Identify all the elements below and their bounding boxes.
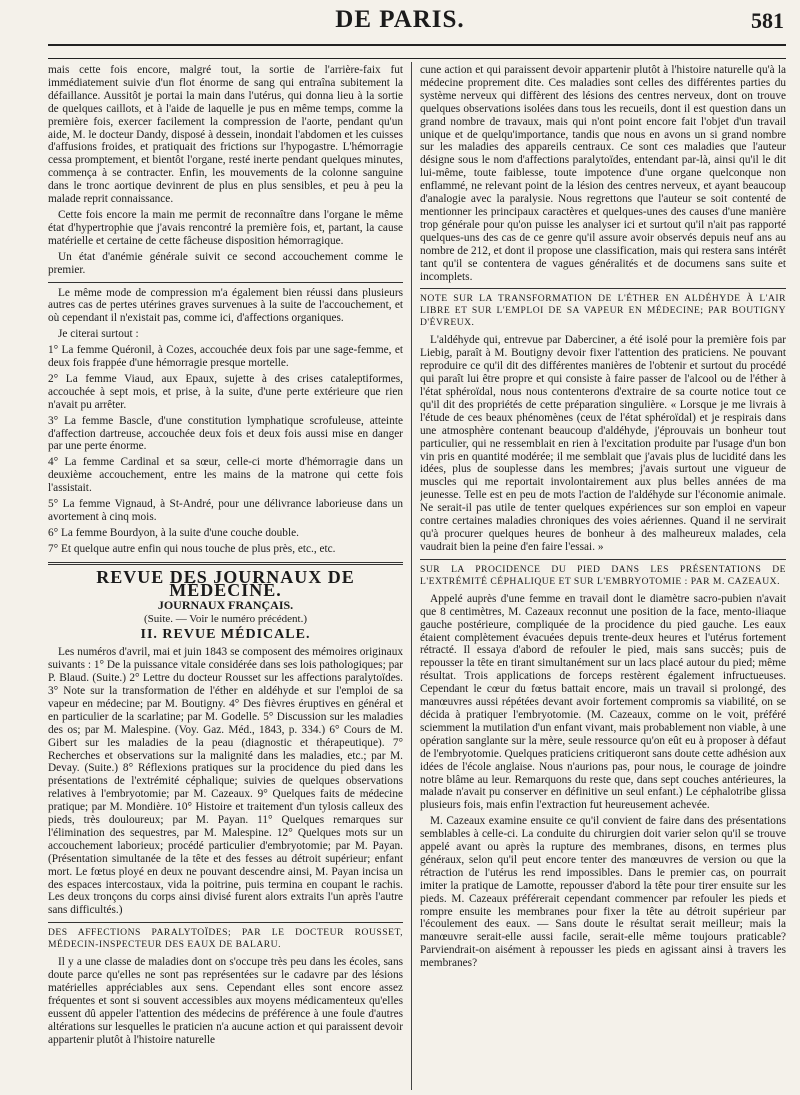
divider: [48, 922, 403, 923]
continuation-note: (Suite. — Voir le numéro précédent.): [143, 613, 308, 626]
case-list: [48, 344, 403, 556]
section-subtitle: JOURNAUX FRANÇAIS.: [157, 597, 294, 612]
page-header: [0, 0, 800, 40]
list-item: 5° La femme Vignaud, à St-André, pour une délivrance laborieuse dans un avortement à cinq mois.: [48, 498, 403, 523]
paragraph: Il y a une classe de maladies dont on s'occupe très peu dans les écoles, sans doute parce qu'elles ne sont pas représentées sur le cadavre par des lésions matérielles appréciables aux sens. Cependant elles sont encore assez fréquentes et sont si souvent accessibles aux moyens médicamenteux qu'elles eussent dû appeler l'attention des médecins de préférence à une foule d'autres altérations sur lesquelles le praticien n'a aucune action et qui paraissent devoir appartenir plutôt à l'histoire naturelle: [48, 956, 403, 1046]
section-divider: [48, 562, 403, 565]
header-rule: [48, 44, 786, 46]
paragraph: cune action et qui paraissent devoir appartenir plutôt à l'histoire naturelle qu'à la médecine proprement dite. Ces maladies sont celles des différentes parties du système nerveux qui diffèrent des lésions des centres nerveux, dont on trouve quelques observations isolées dans tous les recueils, dont il est question dans un grand nombre de travaux, mais qui n'ont point encore fait l'objet d'un travail unique et de quelqu'importance, tandis que nous en avons un si grand nombre sur les maladies des appareils centraux. Ce sont ces maladies que l'auteur désigne sous le nom d'affections paralytoïdes, entendant par-là, ainsi qu'il le dit lui-même, toute faiblesse, toute impotence d'une organe quelconque non enflammé, ne relevant point de la lésion des centres nerveux, et ayant beaucoup d'analogie avec la paralysie. Nous regrettons que l'auteur se soit contenté de mentionner les principaux caractères et quelques-unes des causes d'une manière trop générale pour qu'on puisse les analyser ici et surtout qu'il n'ait pas rapporté quelques-uns des cas de ce genre qu'il assure avoir observés depuis neuf ans au nombre de 212, et dont il propose une classification, mais qui restera sans intérêt tant qu'il se contentera de vagues généralités et de documens sans suite et incomplets.: [420, 64, 786, 283]
section-title: REVUE DES JOURNAUX DE MÉDECINE.: [96, 566, 355, 600]
paragraph: mais cette fois encore, malgré tout, la sortie de l'arrière-faix fut immédiatement suivie d'un flot énorme de sang qui entraîna subitement la défaillance. Aussitôt je portai la main dans l'utérus, qui donna lieu à la sortie de quelques caillots, et à l'aide de laquelle je pus en même temps, comme la première fois, exercer facilement la compression de l'aorte, pendant qu'un aide, M. le docteur Dandy, disposé à dessein, inondait l'abdomen et les cuisses d'affusions froides, et pratiquait des frictions sur l'hypogastre. L'hémorragie cessa promptement, et bientôt l'organe, resté inerte pendant quelques minutes, commença à se contracter. Enfin, les mouvements de la colonne sanguine dans le tronc aortique devinrent de plus en plus sensibles, et peu à peu la malade reprit connaissance.: [48, 64, 403, 206]
divider: [420, 288, 786, 289]
left-column: [48, 64, 403, 1089]
list-item: 7° Et quelque autre enfin qui nous touche de plus près, etc., etc.: [48, 542, 336, 555]
column-divider: [411, 62, 412, 1090]
paragraph: Le même mode de compression m'a également bien réussi dans plusieurs autres cas de pertes utérines graves survenues à la suite de l'accouchement, et où cependant il n'existait pas, comme ici, d'affections organiques.: [48, 286, 403, 325]
paragraph: M. Cazeaux examine ensuite ce qu'il convient de faire dans des présentations semblables à celle-ci. La conduite du chirurgien doit varier selon qu'il se trouve appelé avant ou après la rupture des membranes, disons, en termes plus généraux, selon qu'il peut encore tenter des manœuvres de version ou que la rétraction de l'utérus les rend impossibles. Dans le premier cas, on pourrait imiter la pratique de Lamotte, repousser d'abord la tête pour tirer ensuite sur les pieds. M. Cazeaux préférerait cependant commencer par refouler les pieds et rompre ensuite les membranes pour fixer la tête au détroit supérieur par l'écoulement des eaux. — Sans doute le résultat serait meilleur; mais la manœuvre serait-elle aussi facile, serait-elle même toujours praticable? Parviendrait-on aisément à repousser les pieds en agissant ainsi à travers les membranes?: [420, 815, 786, 970]
paragraph: L'aldéhyde qui, entrevue par Daberciner, a été isolé pour la première fois par Liebig, paraît à M. Boutigny devoir fixer l'attention des praticiens. Ne pouvant reproduire ce qu'il dit des différentes manières de l'obtenir et surtout du procédé qui paraît lui être propre et qui consiste à faire passer de l'alcool ou de l'éther à l'état sphéroïdal, nous nous contenterons d'extraire de sa courte notice tout ce qu'il dit des propriétés de cette préparation singulière. « Lorsque je me livrais à l'étude de ces beaux phénomènes (ceux de l'état sphéroïdal) et je respirais dans une atmosphère contenant beaucoup d'aldéhyde, j'éprouvais un bonheur tout particulier, qui ne ressemblait en rien à l'excitation produite par l'usage d'un bon vin pris en quantité modérée; il me semblait que j'avais plus de lucidité dans les idées, plus de souplesse dans les membres; j'avais surtout une vigueur de muscles qui me reportait involontairement aux plus belles années de ma jeunesse. Telle est en peu de mots l'action de l'aldéhyde sur l'économie animale. Ne serait-il pas utile de tenter quelques expériences sur son emploi en vapeur contre certaines maladies chroniques des voies aériennes. Quand il ne servirait qu'à procurer quelques heures de bonheur à des malheureux malades, cela vaudrait bien la peine d'en faire l'essai. »: [420, 334, 786, 553]
list-item: 3° La femme Bascle, d'une constitution lymphatique scrofuleuse, atteinte d'affection dartreuse, accouchée deux fois et deux fois aussi mise en danger par une perte énorme.: [48, 414, 403, 453]
paragraph: Un état d'anémie générale suivit ce second accouchement comme le premier.: [48, 250, 403, 276]
header-rule-thin: [48, 58, 786, 59]
paragraph: Appelé auprès d'une femme en travail dont le diamètre sacro-pubien n'avait que 8 centimètres, M. Cazeaux reconnut une position de la face, mento-iliaque gauche postérieure, compliquée de la procidence du pied gauche. Les eaux étaient complètement évacuées depuis trente-deux heures et l'utérus fortement rétracté. Il essaya d'abord de refouler le pied, mais sans succès; puis de repousser la tête en tirant simultanément sur un lacs placé autour du pied; même résultat. Trois applications de forceps restèrent également infructueuses. Cependant le cœur du fœtus battait encore, mais un travail si prolongé, des manœuvres aussi répétées devant avoir fortement compromis sa viabilité, on se décida à pratiquer l'embryotomie. (M. Cazeaux, comme on le voit, préféré sciemment la mutilation d'un enfant vivant, mais probablement non viable, à une opération sanglante sur la mère, seule ressource qu'on eût eu à proposer à défaut de l'embryotomie. Quelques praticiens critiqueront sans doute cette adhésion aux idées de l'école anglaise. Nous n'aurions pas, pour nous, le courage de joindre notre blâme au leur. Remarquons du reste que, dans sept couches antérieures, la malade n'avait pu conserver en définitive un seul enfant.) Le céphalotribe glissa plusieurs fois, mais enfin l'extraction fut heureusement achevée.: [420, 592, 786, 812]
paragraph: Cette fois encore la main me permit de reconnaître dans l'organe le même état d'hypertrophie que j'avais rencontré la première fois, et, partant, la cause matérielle et certaine de cette fâcheuse disposition hémorragique.: [48, 208, 403, 247]
divider: [420, 559, 786, 560]
list-item: 1° La femme Quéronil, à Cozes, accouchée deux fois par une sage-femme, et deux fois frappée d'une hémorragie presque mortelle.: [48, 344, 403, 370]
subsection-title: II. REVUE MÉDICALE.: [140, 627, 311, 643]
divider: [48, 282, 403, 283]
article-heading: DES AFFECTIONS PARALYTOÏDES; PAR LE DOCTEUR ROUSSET, MÉDECIN-INSPECTEUR DES EAUX DE BALARU.: [48, 927, 403, 951]
paragraph: Je citerai surtout :: [58, 328, 139, 341]
list-item: 2° La femme Viaud, aux Epaux, sujette à des crises cataleptiformes, accouchée à sept mois, et prise, à la suite, d'une perte extérieure que rien n'avait pu arrêter.: [48, 372, 403, 411]
running-title: DE PARIS.: [335, 6, 465, 33]
list-item: 6° La femme Bourdyon, à la suite d'une couche double.: [48, 526, 299, 539]
article-heading: NOTE SUR LA TRANSFORMATION DE L'ÉTHER EN ALDÉHYDE À L'AIR LIBRE ET SUR L'EMPLOI DE SA VAPEUR EN MÉDECINE; PAR BOUTIGNY D'ÉVREUX.: [420, 293, 786, 329]
article-heading: SUR LA PROCIDENCE DU PIED DANS LES PRÉSENTATIONS DE L'EXTRÉMITÉ CÉPHALIQUE ET SUR L'EMBRYOTOMIE : PAR M. CAZEAUX.: [420, 563, 786, 587]
paragraph: Les numéros d'avril, mai et juin 1843 se composent des mémoires originaux suivants : 1° De la puissance vitale considérée dans ses lois pathologiques; par P. Blaud. (Suite.) 2° Lettre du docteur Rousset sur les affections paralytoïdes. 3° Note sur la transformation de l'éther en aldéhyde et sur l'emploi de sa vapeur en médecine; par M. Boutigny. 4° Des fièvres éruptives en général et en particulier de la scarlatine; par M. Godelle. 5° Discussion sur les maladies des os; par M. Malespine. (Voy. Gaz. Méd., 1843, p. 334.) 6° Cours de M. Gibert sur les maladies de la peau (diagnostic et thérapeutique). 7° Recherches et observations sur la malignité dans les maladies, etc.; par M. Devay. (Suite.) 8° Réflexions pratiques sur la procidence du pied dans les présentations de l'extrémité céphalique; suivies de quelques observations relatives à l'embryotomie; par M. Cazeaux. 9° Quelques faits de médecine pratique; par M. Mondière. 10° Histoire et traitement d'un tylosis calleux des pieds, très douloureux; par M. Payan. 11° Quelques remarques sur l'élimination des sequestres, par M. Malespine. 12° Quelques mots sur un accouchement laborieux; procédé particulier d'embryotomie; par M. Payan. (Présentation simultanée de la tête et des fesses au détroit supérieur; enfant mort. Le fœtus ployé en deux ne pouvant descendre ainsi, M. Payan incisa un des espaces intercostaux, vida la poitrine, puis termina en coupant le rachis. Les deux tronçons du corps ainsi divisé furent alors extraits l'un après l'autre sans difficultés.): [48, 646, 403, 917]
right-column: [420, 64, 786, 1089]
list-item: 4° La femme Cardinal et sa sœur, celle-ci morte d'hémorragie dans un deuxième accouchement, entre les mains de la matrone qui cette fois l'assistait.: [48, 456, 403, 495]
page-number: 581: [751, 8, 784, 33]
